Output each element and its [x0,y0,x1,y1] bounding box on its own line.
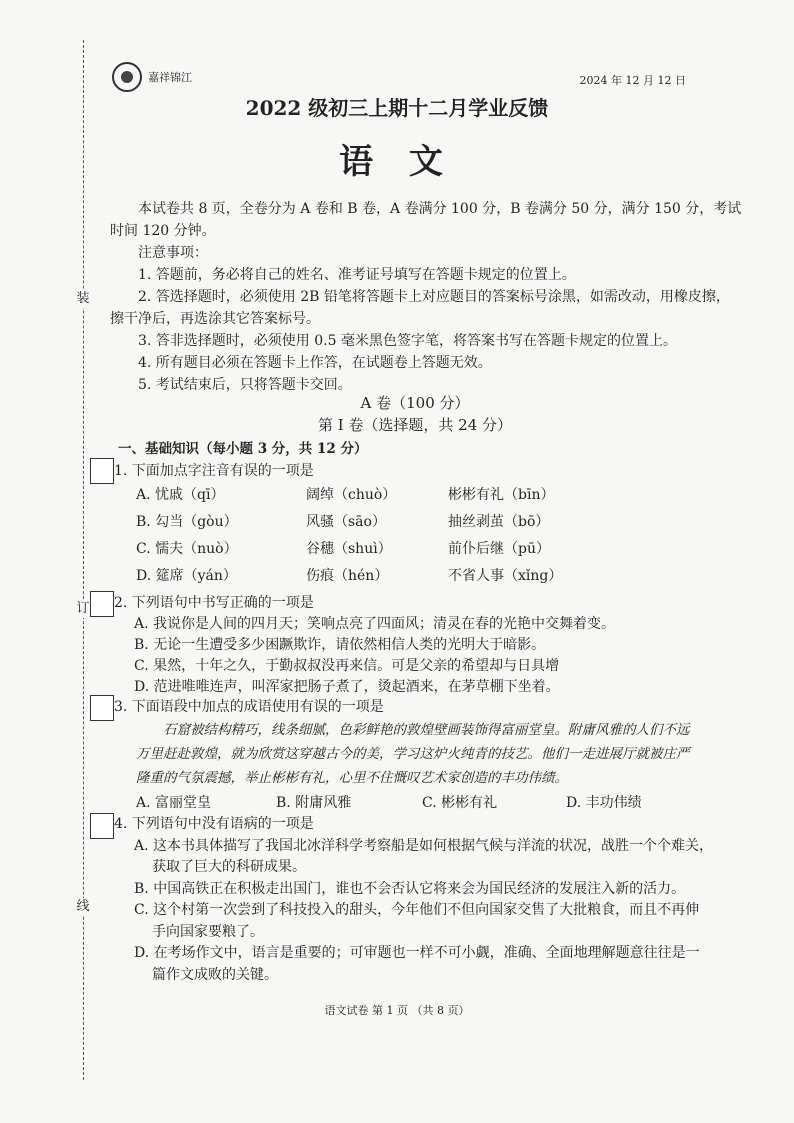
option-item: A. 富丽堂皇 [136,795,212,811]
subject-title: 语 文 [339,142,455,182]
answer-box-q1[interactable] [90,458,114,484]
note-item: 擦干净后，再选涂其它答案标号。 [110,311,320,327]
q1-option-row [136,563,746,590]
intro-line: 本试卷共 8 页，全卷分为 A 卷和 B 卷，A 卷满分 100 分，B 卷满分 50 分，满分 150 分，考试 [138,201,742,217]
question-1 [114,460,724,482]
note-item: 2. 答选择题时，必须使用 2B 铅笔将答题卡上对应题目的答案标号涂黑，如需改动，用橡皮擦， [138,289,730,305]
question-stem: 1. 下面加点字注音有误的一项是 [114,463,314,479]
option-item: 前仆后继（pū） [448,541,550,557]
question-stem: 3. 下面语段中加点的成语使用有误的一项是 [114,699,384,715]
option-item: A. 我说你是人间的四月天；笑响点亮了四面风；清灵在春的光艳中交舞着变。 [134,616,616,632]
note-item: 4. 所有题目必须在答题卡上作答，在试题卷上答题无效。 [138,355,492,371]
option-item: B. 无论一生遭受多少困蹶欺诈，请依然相信人类的光明大于暗影。 [134,637,546,653]
exam-title: 2022 级初三上期十二月学业反馈 [245,96,549,120]
question-2 [114,593,724,698]
intro-line: 时间 120 分钟。 [110,223,216,239]
q1-options [136,482,746,590]
q3-options [136,792,746,814]
question-3 [114,696,724,718]
option-item: B. 附庸风雅 [276,795,352,811]
section-heading: 一、基础知识（每小题 3 分，共 12 分） [118,441,368,457]
option-item: C. 果然，十年之久，于勤叔叔没再来信。可是父亲的希望却与日具增 [134,658,560,674]
binding-char-zhuang: 装 [72,290,94,308]
note-item: 3. 答非选择题时，必须使用 0.5 毫米黑色签字笔，将答案书写在答题卡规定的位置上。 [138,333,677,349]
option-item: D. 范进唯唯连声，叫浑家把肠子煮了，烫起酒来，在茅草棚下坐着。 [134,679,560,695]
school-logo [112,62,192,92]
option-item: D. 在考场作文中，语言是重要的；可审题也一样不可小觑，准确、全面地理解题意往往是一 [134,945,700,961]
q1-option-row [136,482,746,509]
answer-box-q2[interactable] [90,591,114,617]
exam-date: 2024 年 12 月 12 日 [579,74,686,87]
option-item: 抽丝剥茧（bō） [448,514,550,530]
passage-line: 隆重的气氛震撼，举止彬彬有礼，心里不住慨叹艺术家创造的丰功伟绩。 [136,770,568,786]
option-item: C. 懦夫（nuò） [136,541,238,557]
option-item: 伤痕（hén） [306,568,389,584]
binding-line [83,40,84,1080]
passage-line: 石窟被结构精巧，线条细腻，色彩鲜艳的敦煌壁画装饰得富丽堂皇。附庸风雅的人们不远 [163,722,690,738]
option-item: 不省人事（xǐng） [448,568,563,584]
option-item: 阔绰（chuò） [306,487,397,503]
option-item: 风骚（sāo） [306,514,386,530]
school-name: 嘉祥锦江 [148,71,192,84]
passage-line: 万里赶赴敦煌，就为欣赏这穿越古今的美，学习这炉火纯青的技艺。他们一走进展厅就被庄严 [136,746,690,762]
intro [110,198,742,396]
volume-heading: 第 I 卷（选择题，共 24 分） [317,416,513,434]
page-footer: 语文试卷 第 1 页 （共 8 页） [324,1004,470,1017]
option-item: B. 中国高铁正在积极走出国门，谁也不会否认它将来会为国民经济的发展注入新的活力。 [134,880,686,897]
option-item-cont: 获取了巨大的科研成果。 [152,859,306,875]
question-stem: 2. 下列语句中书写正确的一项是 [114,595,314,611]
option-item: A. 这本书具体描写了我国北冰洋科学考察船是如何根据气候与洋流的状况，战胜一个个难关， [134,837,714,854]
option-item: A. 忧戚（qī） [136,487,225,503]
option-item: C. 彬彬有礼 [422,795,498,811]
notes-heading: 注意事项： [138,245,208,261]
option-item: B. 勾当（gòu） [136,514,238,530]
option-item: C. 这个村第一次尝到了科技投入的甜头，今年他们不但向国家交售了大批粮食，而且不再伸 [134,902,700,918]
option-item-cont: 手向国家要粮了。 [152,923,264,940]
note-item: 1. 答题前，务必将自己的姓名、准考证号填写在答题卡规定的位置上。 [138,267,576,283]
q1-option-row [136,536,746,563]
binding-char-ding: 订 [72,600,94,618]
part-a-heading: A 卷（100 分） [360,394,470,412]
option-item: D. 丰功伟绩 [566,795,642,811]
question-stem: 4. 下列语句中没有语病的一项是 [114,816,314,832]
option-item: D. 筵席（yán） [136,568,237,584]
note-item: 5. 考试结束后，只将答题卡交回。 [138,377,352,393]
school-seal-icon [112,62,142,92]
answer-box-q4[interactable] [90,813,114,839]
q1-option-row [136,509,746,536]
question-4 [114,814,724,986]
answer-box-q3[interactable] [90,695,114,721]
option-item-cont: 篇作文成败的关键。 [152,966,278,983]
binding-char-xian: 线 [72,898,94,916]
q3-passage [136,718,724,790]
option-item: 彬彬有礼（bīn） [448,487,555,503]
option-item: 谷穗（shuì） [306,541,392,557]
